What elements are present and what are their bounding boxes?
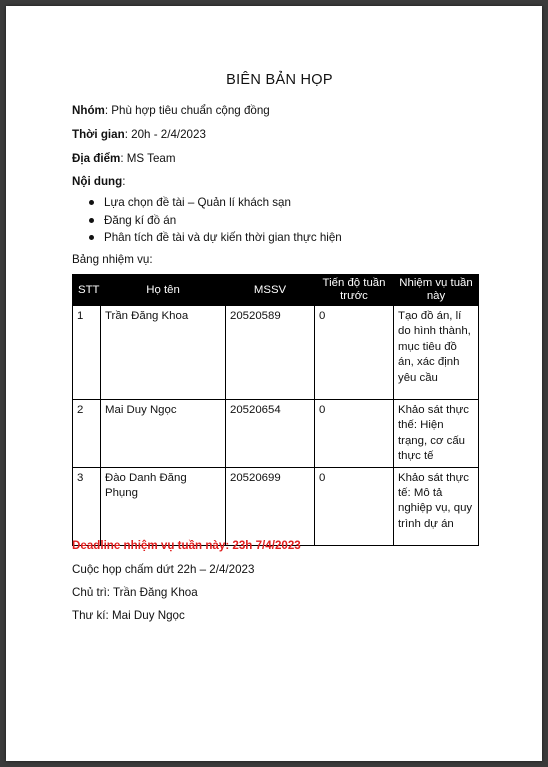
table-row xyxy=(73,306,479,400)
group-value: : Phù hợp tiêu chuẩn cộng đồng xyxy=(104,104,270,117)
table-caption: Bảng nhiệm vụ: xyxy=(72,253,153,266)
cell-task: Tạo đồ án, lí do hình thành, mục tiêu đồ án, xác định yêu cầu xyxy=(394,306,479,400)
location-value: : MS Team xyxy=(120,152,176,165)
topic-item: Đăng kí đồ án xyxy=(104,212,342,230)
location-line xyxy=(72,152,176,165)
cell-stt: 2 xyxy=(73,400,101,468)
secretary: Thư kí: Mai Duy Ngọc xyxy=(72,609,185,622)
agenda-label: Nội dung xyxy=(72,175,123,188)
cell-task: Khảo sát thực tế: Mô tả nghiệp vụ, quy trình dự án xyxy=(394,467,479,545)
cell-progress: 0 xyxy=(315,400,394,468)
cell-stt: 1 xyxy=(73,306,101,400)
cell-student-id: 20520654 xyxy=(226,400,315,468)
header-student-id: MSSV xyxy=(226,275,315,306)
header-name: Họ tên xyxy=(101,275,226,306)
header-this-week-task: Nhiệm vụ tuần này xyxy=(394,275,479,306)
time-label: Thời gian xyxy=(72,128,125,141)
cell-student-id: 20520589 xyxy=(226,306,315,400)
meeting-end-time: Cuộc họp chấm dứt 22h – 2/4/2023 xyxy=(72,563,255,576)
group-label: Nhóm xyxy=(72,104,105,117)
table-row xyxy=(73,467,479,545)
document-title: BIÊN BẢN HỌP xyxy=(226,72,333,88)
cell-name: Trần Đăng Khoa xyxy=(101,306,226,400)
task-table xyxy=(72,274,479,546)
time-line xyxy=(72,128,206,141)
agenda-value: : xyxy=(122,175,126,188)
header-last-week-progress: Tiến độ tuần trước xyxy=(315,275,394,306)
time-value: : 20h - 2/4/2023 xyxy=(124,128,206,141)
location-label: Địa điểm xyxy=(72,152,121,165)
topic-item: Phân tích đề tài và dự kiến thời gian thực hiện xyxy=(104,229,342,247)
cell-name: Mai Duy Ngọc xyxy=(101,400,226,468)
chairperson: Chủ trì: Trần Đăng Khoa xyxy=(72,586,198,599)
table-row xyxy=(73,400,479,468)
topic-list xyxy=(72,194,342,247)
cell-progress: 0 xyxy=(315,306,394,400)
table-header-row xyxy=(73,275,479,306)
cell-student-id: 20520699 xyxy=(226,467,315,545)
cell-progress: 0 xyxy=(315,467,394,545)
agenda-line xyxy=(72,175,125,188)
cell-name: Đào Danh Đăng Phụng xyxy=(101,467,226,545)
cell-stt: 3 xyxy=(73,467,101,545)
group-line xyxy=(72,104,270,117)
header-stt: STT xyxy=(73,275,101,306)
topic-item: Lựa chọn đề tài – Quản lí khách sạn xyxy=(104,194,342,212)
deadline-note: Deadline nhiệm vụ tuần này: 23h 7/4/2023 xyxy=(72,539,301,552)
cell-task: Khảo sát thực thế: Hiện trạng, cơ cấu thực tế xyxy=(394,400,479,468)
document-page xyxy=(6,6,542,761)
